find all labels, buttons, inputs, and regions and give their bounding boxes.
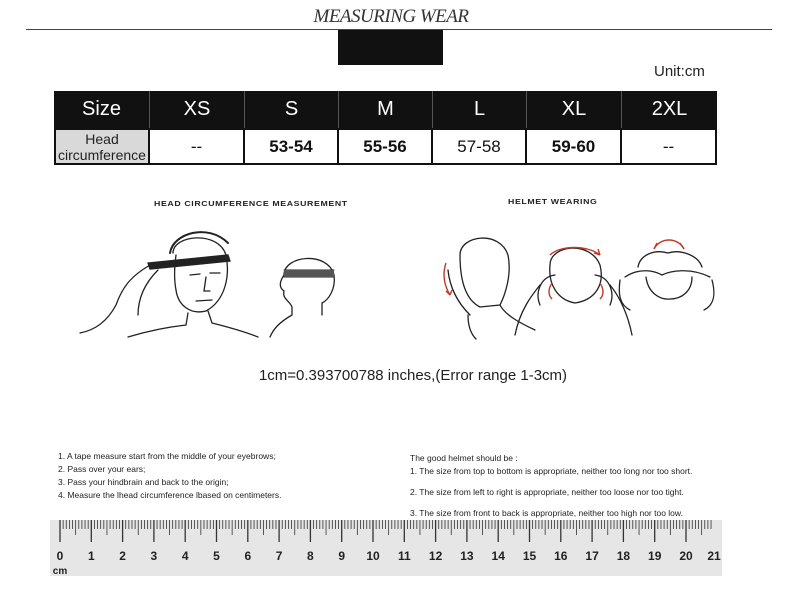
ruler-number: 2 xyxy=(119,549,126,563)
head-measurement-illustration xyxy=(78,215,340,340)
value-xl: 59-60 xyxy=(527,130,622,163)
unit-label: Unit:cm xyxy=(654,63,705,80)
size-header-l: L xyxy=(433,91,527,128)
helmet-fit-point: 2. The size from left to right is appropriate, neither too loose nor too tight. xyxy=(410,487,684,497)
measure-step: 3. Pass your hindbrain and back to the origin; xyxy=(58,477,229,487)
head-circumference-label-line1: Head xyxy=(85,130,119,147)
ruler-number: 0 xyxy=(56,549,64,563)
value-xs: -- xyxy=(150,130,245,163)
ruler-number: 21 xyxy=(707,549,721,563)
ruler-number: 13 xyxy=(460,549,474,563)
ruler-number: 14 xyxy=(491,549,505,563)
title-black-block xyxy=(338,30,443,65)
ruler-number: 9 xyxy=(338,549,346,563)
value-s: 53-54 xyxy=(245,130,339,163)
ruler-unit-label: cm xyxy=(52,566,68,576)
page-title: MEASURING WEAR xyxy=(313,6,469,27)
conversion-note: 1cm=0.393700788 inches,(Error range 1-3cm) xyxy=(258,367,568,384)
ruler-number: 4 xyxy=(181,549,189,563)
helmet-wearing-caption: HELMET WEARING xyxy=(508,199,598,206)
ruler-number: 7 xyxy=(275,549,283,563)
helmet-fit-notes xyxy=(410,452,750,520)
head-circumference-label xyxy=(56,130,150,163)
value-2xl: -- xyxy=(622,130,715,163)
ruler-number: 12 xyxy=(428,549,443,563)
ruler-number: 17 xyxy=(585,549,599,563)
size-header-s: S xyxy=(245,91,339,128)
measure-steps xyxy=(58,450,388,502)
ruler-number: 20 xyxy=(679,549,693,563)
ruler-number: 18 xyxy=(616,549,631,563)
size-header-xs: XS xyxy=(150,91,245,128)
size-header-m: M xyxy=(339,91,433,128)
size-header-2xl: 2XL xyxy=(651,98,688,120)
ruler-number: 16 xyxy=(554,549,568,563)
ruler-number: 1 xyxy=(87,549,95,563)
measure-step: 1. A tape measure start from the middle of your eyebrows; xyxy=(58,451,276,461)
head-measurement-caption: HEAD CIRCUMFERENCE MEASUREMENT xyxy=(154,201,348,208)
value-m: 55-56 xyxy=(339,130,433,163)
ruler-number: 8 xyxy=(307,549,314,563)
measuring-ruler xyxy=(50,520,722,576)
ruler-number: 15 xyxy=(522,549,537,563)
ruler-number: 19 xyxy=(648,549,662,563)
size-header-xl: XL xyxy=(527,91,622,128)
measure-step: 2. Pass over your ears; xyxy=(58,464,146,474)
helmet-fit-heading: The good helmet should be : xyxy=(410,453,518,463)
measure-step: 4. Measure the lhead circumference lbased on centimeters. xyxy=(58,490,282,500)
ruler-ticks xyxy=(50,520,722,576)
size-table xyxy=(54,91,717,165)
ruler-number: 11 xyxy=(397,549,411,563)
ruler-number: 6 xyxy=(244,549,252,563)
helmet-fit-point: 3. The size from front to back is appropriate, neither too high nor too low. xyxy=(410,508,683,518)
size-header-label: Size xyxy=(54,91,150,128)
size-table-header-row xyxy=(54,91,717,128)
head-circumference-label-line2: circumference xyxy=(58,146,146,163)
helmet-wearing-illustration xyxy=(440,215,730,340)
ruler-number: 5 xyxy=(213,549,220,563)
helmet-fit-point: 1. The size from top to bottom is appropriate, neither too long nor too short. xyxy=(410,466,693,476)
size-table-values-row xyxy=(54,128,715,165)
ruler-number: 3 xyxy=(150,549,158,563)
ruler-number: 10 xyxy=(366,549,380,563)
value-l: 57-58 xyxy=(433,130,527,163)
